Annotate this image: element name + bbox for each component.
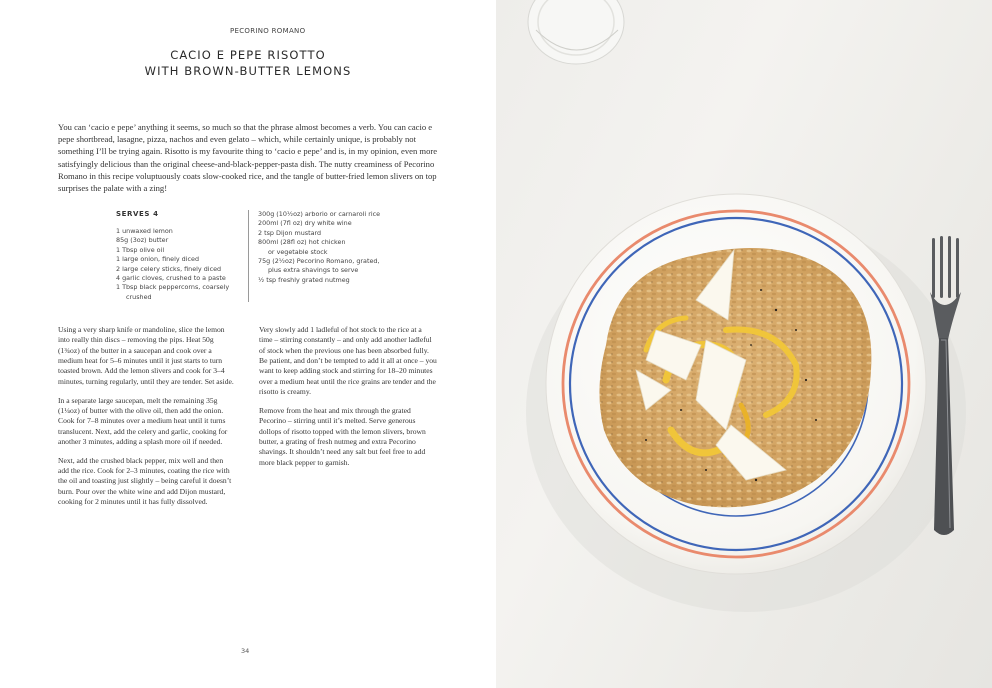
- recipe-title-line-2: WITH BROWN-BUTTER LEMONS: [144, 64, 352, 78]
- ingredient-item: 85g (3oz) butter: [116, 236, 169, 245]
- recipe-intro: You can ‘cacio e pepe’ anything it seems, so much so that the phrase almost becomes a verb. You can cacio e pepe shortbread, lasagne, pizza, nachos and even gelato – which, while certainly unique, is probably not something I’ll be trying again. Risotto is my favourite thing to ‘cacio e pepe’ and is, in my opinion, even more satisfyingly delicious than the original cheese-and-black-pepper-pasta dish. The nutty creaminess of Pecorino Romano in this recipe voluptuously coats slow-cooked rice, and the tangle of butter-fried lemon slivers on top surprises the palate with a zing!: [58, 122, 438, 194]
- method-column-1: [58, 325, 236, 516]
- method-paragraph: Very slowly add 1 ladleful of hot stock to the rice at a time – stirring constantly – and only add another ladleful of stock when the previous one has been absorbed fully. Be patient, and don’t be tempted to add it all at once – you want to keep adding stock and stirring for 18–20 minutes over a medium heat until the rice grains are tender and the risotto is creamy.: [259, 325, 437, 397]
- ingredient-item: 1 unwaxed lemon: [116, 227, 173, 235]
- serves-label: SERVES 4: [116, 210, 159, 218]
- ingredients-column-2: [258, 210, 398, 285]
- ingredient-item: 75g (2½oz) Pecorino Romano, grated,: [258, 257, 380, 266]
- recipe-title: [100, 47, 396, 79]
- ingredient-item: 300g (10½oz) arborio or carnaroli rice: [258, 210, 381, 218]
- ingredient-item: 1 Tbsp black peppercorns, coarsely: [116, 283, 230, 292]
- ingredient-item: 200ml (7fl oz) dry white wine: [258, 219, 352, 228]
- ingredient-item: plus extra shavings to serve: [268, 266, 359, 275]
- page-number: 34: [241, 647, 250, 655]
- right-page-photo: [496, 0, 992, 688]
- ingredient-item: 1 Tbsp olive oil: [116, 245, 165, 254]
- ingredients-column-1: [116, 210, 241, 302]
- ingredient-item: 800ml (28fl oz) hot chicken: [258, 238, 346, 247]
- ingredients-list-1: [116, 227, 241, 302]
- wine-glass: [528, 0, 624, 64]
- ingredient-item: 1 large onion, finely diced: [116, 255, 200, 264]
- recipe-title-line-1: CACIO E PEPE RISOTTO: [170, 48, 326, 62]
- ingredient-item: ½ tsp freshly grated nutmeg: [258, 275, 350, 284]
- method-paragraph: In a separate large saucepan, melt the remaining 35g (1¼oz) of butter with the olive oil, then add the onion. Cook for 7–8 minutes over a medium heat until it turns translucent. Next, add the celery and garlic, cooking for another 3 minutes, adding a splash more oil if needed.: [58, 395, 228, 446]
- method-paragraph: Using a very sharp knife or mandoline, slice the lemon into really thin discs – removing the pips. Heat 50g (1¾oz) of the butter in a saucepan and cook over a medium heat for 5–6 minutes until it just starts to turn toasted brown. Add the lemon slivers and cook for 3–4 minutes, turning regularly, until they are tender. Set aside.: [58, 325, 234, 386]
- ingredient-item: or vegetable stock: [268, 247, 328, 256]
- ingredients-divider: [248, 210, 249, 302]
- ingredients-block: [116, 210, 396, 302]
- method-paragraph: Remove from the heat and mix through the grated Pecorino – stirring until it’s melted. Serve generous dollops of risotto topped with the lemon slivers, brown butter, a grating of fresh nutmeg and extra Pecorino shavings. It shouldn’t need any salt but feel free to add more black pepper to garnish.: [259, 405, 426, 467]
- ingredient-item: 4 garlic cloves, crushed to a paste: [116, 274, 226, 283]
- ingredient-item: crushed: [126, 292, 152, 301]
- ingredient-item: 2 large celery sticks, finely diced: [116, 264, 222, 273]
- risotto-photo: [496, 0, 992, 688]
- running-head: PECORINO ROMANO: [230, 27, 306, 35]
- ingredient-item: 2 tsp Dijon mustard: [258, 228, 322, 237]
- method-paragraph: Next, add the crushed black pepper, mix well and then add the rice. Cook for 2–3 minutes, coating the rice with the oil and toasting just slightly – being careful it doesn’t burn. Pour over the white wine and add Dijon mustard, cooking for 2 minutes until it has fully dissolved.: [58, 455, 232, 507]
- ingredients-list-2: [258, 210, 398, 285]
- method-column-2: [259, 325, 437, 476]
